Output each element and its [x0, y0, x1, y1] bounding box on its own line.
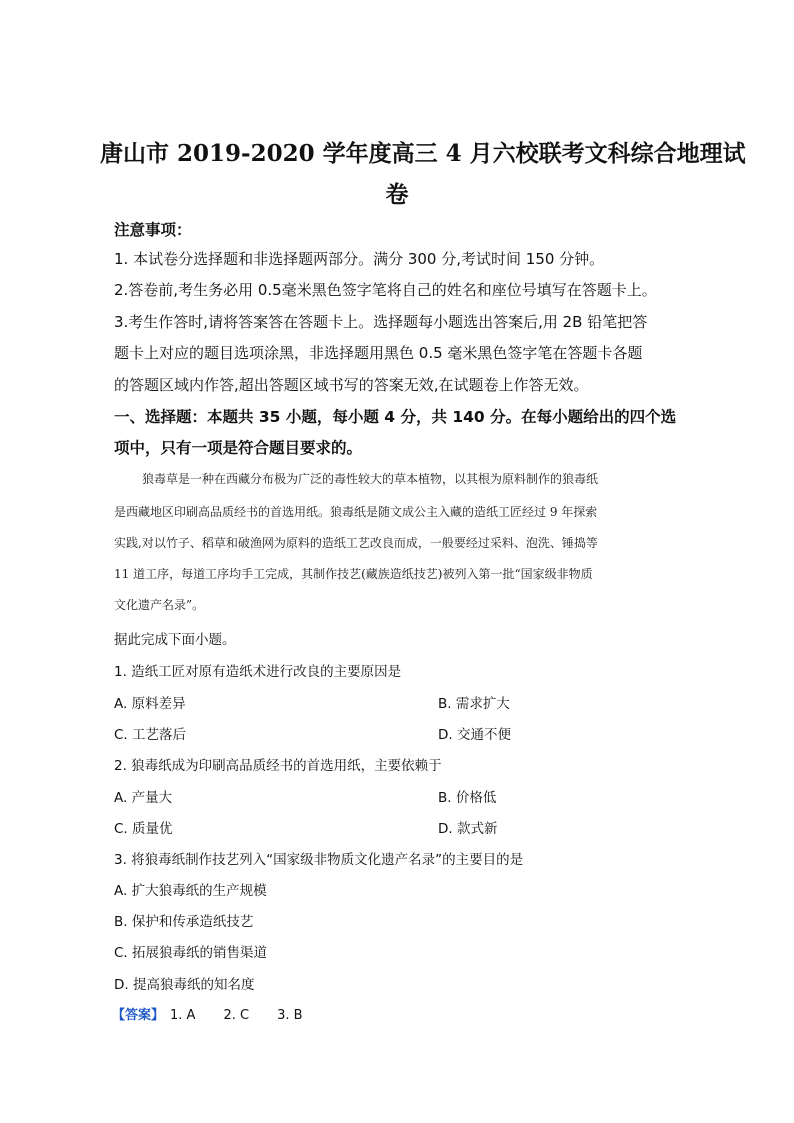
option-b: B. 价格低: [438, 790, 497, 806]
note-line: 的答题区域内作答,超出答题区域书写的答案无效,在试题卷上作答无效。: [114, 376, 589, 394]
option-b: B. 需求扩大: [438, 696, 510, 712]
option-a: A. 原料差异: [114, 696, 186, 712]
passage-line: 是西藏地区印刷高品质经书的首选用纸。狼毒纸是随文成公主入藏的造纸工匠经过 9 年探索: [114, 505, 598, 519]
section-heading: 项中，只有一项是符合题目要求的。: [114, 439, 363, 457]
section-heading: 一、选择题：本题共 35 小题，每小题 4 分，共 140 分。在每小题给出的四个选: [114, 408, 677, 426]
option-a: A. 产量大: [114, 790, 173, 806]
option-c: C. 工艺落后: [114, 727, 187, 743]
passage-line: 狼毒草是一种在西藏分布极为广泛的毒性较大的草本植物，以其根为原料制作的狼毒纸: [142, 472, 599, 486]
passage-line: 文化遗产名录”。: [114, 598, 205, 612]
note-line: 2.答卷前,考生务必用 0.5毫米黑色签字笔将自己的姓名和座位号填写在答题卡上。: [114, 281, 657, 299]
notes-heading: 注意事项：: [114, 221, 192, 239]
option-c: C. 质量优: [114, 821, 173, 837]
option-d: D. 提高狼毒纸的知名度: [114, 977, 255, 993]
answer-item: 1. A: [170, 1008, 196, 1023]
instruction-text: 据此完成下面小题。: [114, 632, 236, 648]
passage-line: 实践,对以竹子、稻草和破渔网为原料的造纸工艺改良而成，一般要经过采料、泡洗、锤捣等: [114, 536, 598, 550]
page-title: 唐山市 2019-2020 学年度高三 4 月六校联考文科综合地理试: [100, 140, 746, 167]
option-b: B. 保护和传承造纸技艺: [114, 914, 254, 930]
page-title-continued: 卷: [385, 181, 409, 208]
answer-item: 2. C: [223, 1008, 250, 1023]
note-line: 题卡上对应的题目选项涂黑，非选择题用黑色 0.5 毫米黑色签字笔在答题卡各题: [114, 344, 643, 362]
question-stem: 1. 造纸工匠对原有造纸术进行改良的主要原因是: [114, 664, 402, 680]
passage-line: 11 道工序，每道工序均手工完成，其制作技艺(藏族造纸技艺)被列入第一批“国家级非物质: [114, 567, 593, 581]
answer-label: 【答案】: [112, 1008, 165, 1023]
answer-line: [112, 1004, 325, 1023]
option-d: D. 款式新: [438, 821, 498, 837]
note-line: 1. 本试卷分选择题和非选择题两部分。满分 300 分,考试时间 150 分钟。: [114, 250, 605, 268]
question-stem: 2. 狼毒纸成为印刷高品质经书的首选用纸，主要依赖于: [114, 758, 442, 774]
note-line: 3.考生作答时,请将答案答在答题卡上。选择题每小题选出答案后,用 2B 铅笔把答: [114, 313, 648, 331]
option-d: D. 交通不便: [438, 727, 511, 743]
option-c: C. 拓展狼毒纸的销售渠道: [114, 945, 268, 961]
answer-item: 3. B: [277, 1008, 303, 1023]
question-stem: 3. 将狼毒纸制作技艺列入“国家级非物质文化遗产名录”的主要目的是: [114, 852, 524, 868]
option-a: A. 扩大狼毒纸的生产规模: [114, 883, 267, 899]
